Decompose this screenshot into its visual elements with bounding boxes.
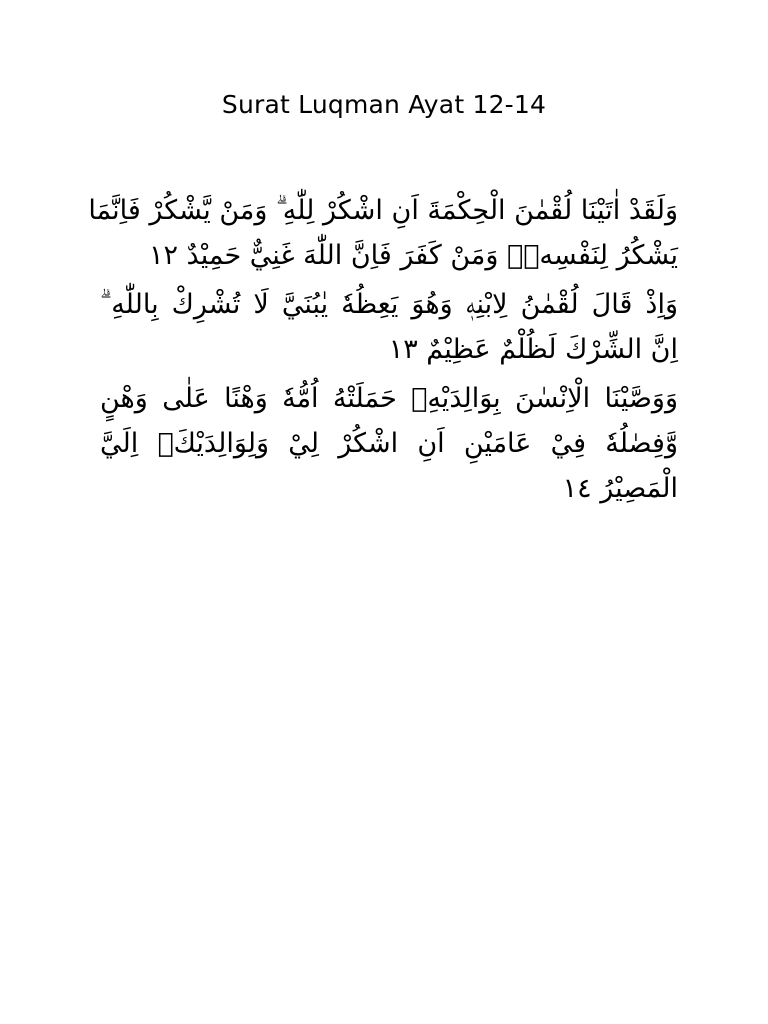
ayat-14-paragraph (100, 376, 678, 511)
ayat-14-line-2: وَّفِصٰلُهٗ فِيْ عَامَيْنِ اَنِ اشْكُرْ لِيْ وَلِوَالِدَيْكَۗ اِلَيَّ (100, 428, 678, 459)
ayat-12-paragraph (88, 188, 678, 278)
ayat-13-line-2: اِنَّ الشِّرْكَ لَظُلْمٌ عَظِيْمٌ ١٣ (388, 334, 678, 365)
ayat-14-line-1: وَوَصَّيْنَا الْاِنْسٰنَ بِوَالِدَيْهِۚ حَمَلَتْهُ اُمُّهٗ وَهْنًا عَلٰى وَهْنٍ (100, 383, 678, 414)
ayat-13-paragraph (100, 282, 678, 372)
ayat-14-line-3: الْمَصِيْرُ ١٤ (562, 473, 678, 504)
page-title: Surat Luqman Ayat 12-14 (221, 90, 547, 119)
ayat-12-line-1: وَلَقَدْ اٰتَيْنَا لُقْمٰنَ الْحِكْمَةَ اَنِ اشْكُرْ لِلّٰهِ ۗ وَمَنْ يَّشْكُرْ فَاِنَّمَا (88, 195, 678, 226)
ayat-13-line-1: وَاِذْ قَالَ لُقْمٰنُ لِابْنِهٖ وَهُوَ يَعِظُهٗ يٰبُنَيَّ لَا تُشْرِكْ بِاللّٰهِ ۗ (100, 289, 678, 320)
ayat-12-line-2: يَشْكُرُ لِنَفْسِهٖۚ وَمَنْ كَفَرَ فَاِنَّ اللّٰهَ غَنِيٌّ حَمِيْدٌ ١٢ (148, 240, 678, 271)
